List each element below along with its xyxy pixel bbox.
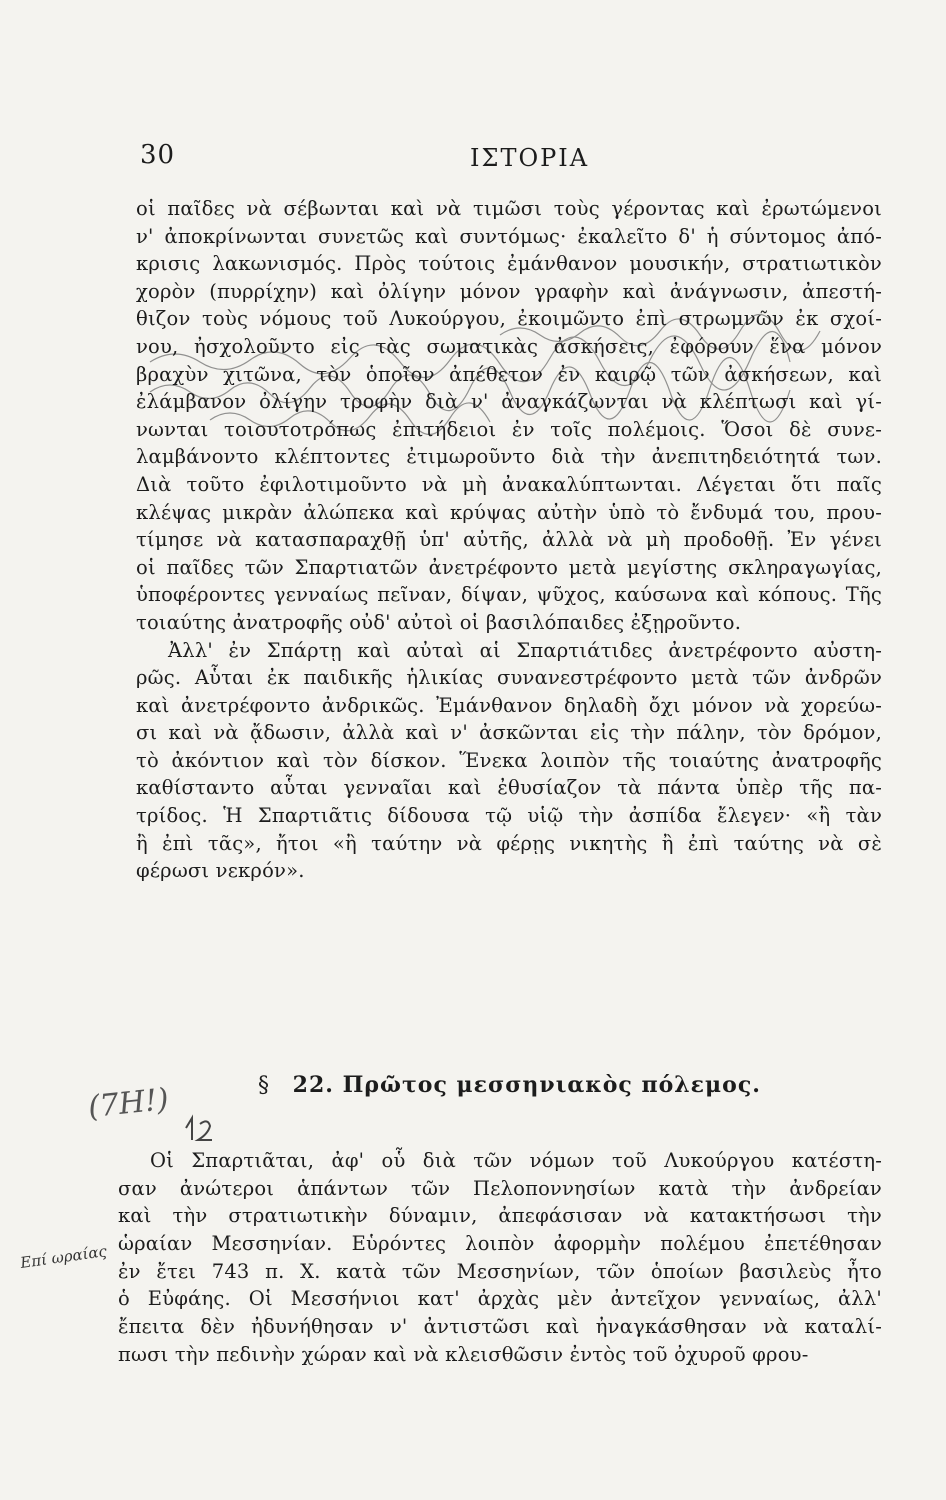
- body-text: [136, 195, 882, 885]
- text-line: ἔπειτα δὲν ἠδυνήθησαν ν' ἀντιστῶσι καὶ ἠναγκάσθησαν νὰ καταλί-: [118, 1315, 882, 1339]
- text-line: ὑποφέροντες γενναίως πεῖναν, δίψαν, ψῦχος, καύσωνα καὶ κόπους. Τῆς: [136, 583, 882, 607]
- text-line: νου, ἠσχολοῦντο εἰς τὰς σωματικὰς ἀσκήσεις, ἐφόρουν ἕνα μόνον: [136, 334, 882, 358]
- text-line: καθίσταντο αὗται γενναῖαι καὶ ἐθυσίαζον τὰ πάντα ὑπὲρ τῆς πα-: [136, 776, 882, 800]
- text-line: καὶ τὴν στρατιωτικὴν δύναμιν, ἀπεφάσισαν νὰ κατακτήσωσι τὴν: [118, 1204, 882, 1228]
- text-line: τὸ ἀκόντιον καὶ τὸν δίσκον. Ἕνεκα λοιπὸν τῆς τοιαύτης ἀνατροφῆς: [136, 748, 882, 772]
- section-number: 22.: [292, 1072, 334, 1098]
- text-line: Διὰ τοῦτο ἐφιλοτιμοῦντο νὰ μὴ ἀνακαλύπτωνται. Λέγεται ὅτι παῖς: [136, 472, 882, 496]
- handwritten-heading-note: (7Η!): [86, 1081, 171, 1126]
- paragraph-1: [136, 195, 882, 637]
- text-line: ἐν ἔτει 743 π. Χ. κατὰ τῶν Μεσσηνίων, τῶν ὁποίων βασιλεὺς ἦτο: [118, 1259, 882, 1283]
- page-header: [140, 140, 880, 180]
- text-line: σι καὶ νὰ ᾄδωσιν, ἀλλὰ καὶ ν' ἀσκῶνται εἰς τὴν πάλην, τὸν δρόμον,: [136, 721, 882, 745]
- text-line: καὶ ἀνετρέφοντο ἀνδρικῶς. Ἐμάνθανον δηλαδὴ ὄχι μόνον νὰ χορεύω-: [136, 693, 882, 717]
- text-line: Ἀλλ' ἐν Σπάρτῃ καὶ αὐταὶ αἱ Σπαρτιάτιδες ἀνετρέφοντο αὐστη-: [168, 638, 882, 662]
- section-22-text: [118, 1147, 882, 1369]
- text-line: φέρωσι νεκρόν».: [136, 859, 305, 883]
- text-line: κρισις λακωνισμός. Πρὸς τούτοις ἐμάνθανον μουσικήν, στρατιωτικὸν: [136, 252, 882, 276]
- text-line: ὡραίαν Μεσσηνίαν. Εὑρόντες λοιπὸν ἀφορμὴν πολέμου ἐπετέθησαν: [118, 1232, 882, 1256]
- running-title: ΙΣΤΟΡΙΑ: [470, 144, 590, 172]
- text-line: σαν ἀνώτεροι ἁπάντων τῶν Πελοποννησίων κατὰ τὴν ἀνδρείαν: [118, 1176, 882, 1200]
- text-line: νωνται τοιουτοτρόπως ἐπιτήδειοι ἐν τοῖς πολέμοις. Ὅσοι δὲ συνε-: [136, 417, 882, 441]
- text-line: χορὸν (πυρρίχην) καὶ ὀλίγην μόνον γραφὴν καὶ ἀνάγνωσιν, ἀπεστή-: [136, 279, 882, 303]
- text-line: τοιαύτης ἀνατροφῆς οὐδ' αὐτοὶ οἱ βασιλόπαιδες ἐξῃροῦντο.: [136, 610, 742, 634]
- text-line: ἢ ἐπὶ τᾶς», ἤτοι «ἢ ταύτην νὰ φέρῃς νικητὴς ἢ ἐπὶ ταύτης νὰ σὲ: [136, 831, 882, 855]
- text-line: ὁ Εὐφάης. Οἱ Μεσσήνιοι κατ' ἀρχὰς μὲν ἀντεῖχον γενναίως, ἀλλ': [118, 1287, 882, 1311]
- text-line: κλέψας μικρὰν ἀλώπεκα καὶ κρύψας αὐτὴν ὑπὸ τὸ ἔνδυμά του, πρου-: [136, 500, 882, 524]
- text-line: ν' ἀποκρίνωνται συνετῶς καὶ συντόμως· ἐκαλεῖτο δ' ἡ σύντομος ἀπό-: [136, 224, 882, 248]
- handwritten-margin-note: Επί ωραίας: [19, 1242, 108, 1272]
- text-line: Οἱ Σπαρτιᾶται, ἀφ' οὗ διὰ τῶν νόμων τοῦ Λυκούργου κατέστη-: [150, 1149, 882, 1172]
- paragraph-3: [118, 1147, 882, 1369]
- text-line: πωσι τὴν πεδινὴν χώραν καὶ νὰ κλεισθῶσιν ἐντὸς τοῦ ὀχυροῦ φρου-: [118, 1342, 809, 1366]
- text-line: θιζον τοὺς νόμους τοῦ Λυκούργου, ἐκοιμῶντο ἐπὶ στρωμνῶν ἐκ σχοί-: [136, 307, 882, 331]
- text-line: βραχὺν χιτῶνα, τὸν ὁποῖον ἀπέθετον ἐν καιρῷ τῶν ἀσκήσεων, καὶ: [136, 362, 882, 386]
- text-line: οἱ παῖδες τῶν Σπαρτιατῶν ἀνετρέφοντο μετὰ μεγίστης σκληραγωγίας,: [136, 555, 882, 579]
- text-line: τρίδος. Ἡ Σπαρτιᾶτις δίδουσα τῷ υἱῷ τὴν ἀσπίδα ἔλεγεν· «ἢ τὰν: [136, 804, 882, 828]
- paragraph-2: [136, 637, 882, 885]
- text-line: οἱ παῖδες νὰ σέβωνται καὶ νὰ τιμῶσι τοὺς γέροντας καὶ ἐρωτώμενοι: [136, 197, 882, 220]
- page-number: 30: [140, 140, 176, 170]
- section-title: Πρῶτος μεσσηνιακὸς πόλεμος.: [342, 1072, 761, 1098]
- text-line: ρῶς. Αὗται ἐκ παιδικῆς ἡλικίας συνανεστρέφοντο μετὰ τῶν ἀνδρῶν: [136, 666, 882, 690]
- text-line: λαμβάνοντο κλέπτοντες ἐτιμωροῦντο διὰ τὴν ἀνεπιτηδειότητά των.: [136, 445, 882, 469]
- text-line: ἐλάμβανον ὀλίγην τροφὴν διὰ ν' ἀναγκάζωνται νὰ κλέπτωσι καὶ γί-: [136, 390, 882, 414]
- section-heading: [258, 1072, 761, 1098]
- text-line: τίμησε νὰ κατασπαραχθῇ ὑπ' αὐτῆς, ἀλλὰ νὰ μὴ προδοθῇ. Ἐν γένει: [136, 528, 882, 552]
- section-symbol: §: [258, 1073, 270, 1098]
